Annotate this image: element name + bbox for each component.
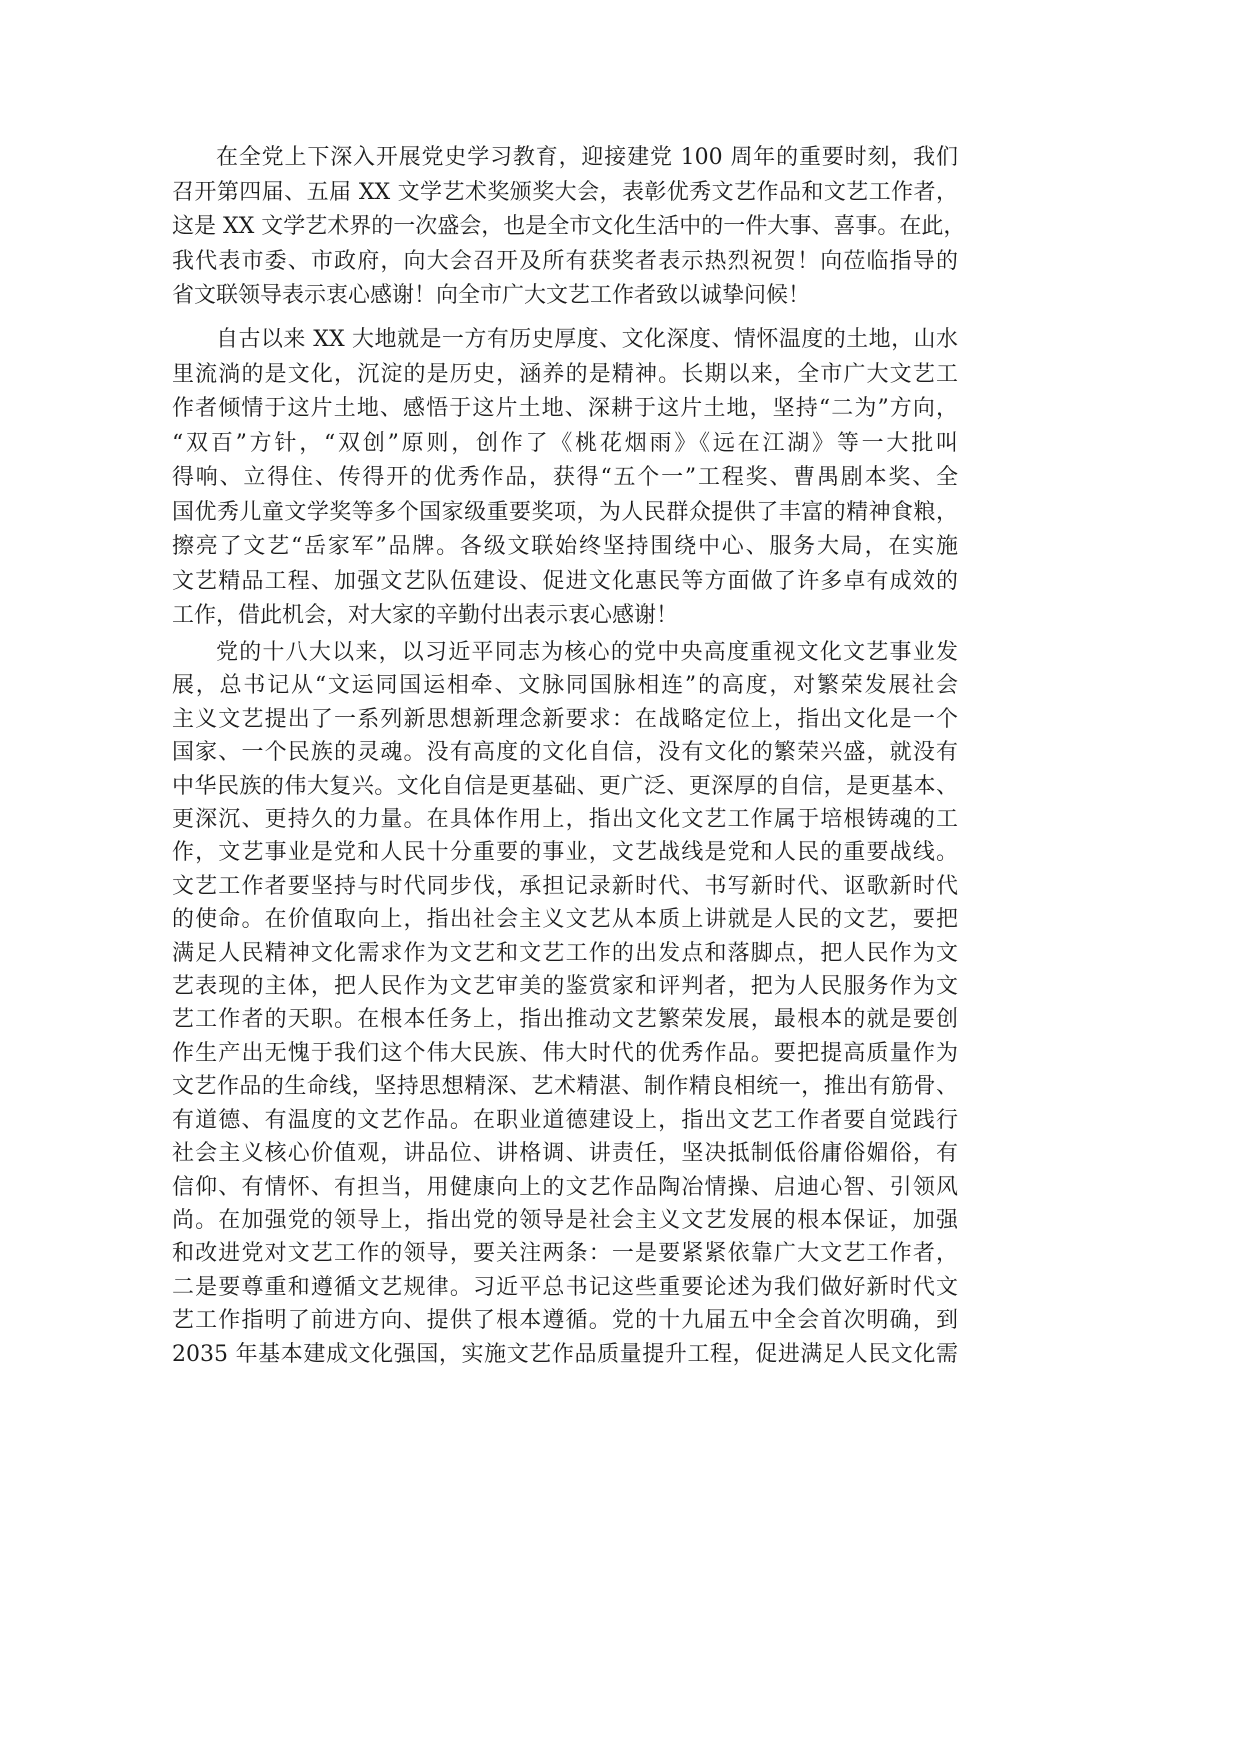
text-line: 作生产出无愧于我们这个伟大民族、伟大时代的优秀作品。要把提高质量作为: [172, 1040, 958, 1066]
text-line: 工作，借此机会，对大家的辛勤付出表示衷心感谢！: [172, 603, 679, 628]
text-line: 更深沉、更持久的力量。在具体作用上，指出文化文艺工作属于培根铸魂的工: [172, 807, 958, 833]
text-line: 文艺作品的生命线，坚持思想精深、艺术精湛、制作精良相统一，推出有筋骨、: [172, 1074, 958, 1100]
text-line: 这是 XX 文学艺术界的一次盛会，也是全市文化生活中的一件大事、喜事。在此，: [172, 214, 966, 239]
text-line: 国家、一个民族的灵魂。没有高度的文化自信，没有文化的繁荣兴盛，就没有: [172, 740, 958, 766]
text-line: 我代表市委、市政府，向大会召开及所有获奖者表示热烈祝贺！向莅临指导的: [172, 248, 958, 274]
text-line: 和改进党对文艺工作的领导，要关注两条：一是要紧紧依靠广大文艺工作者，: [172, 1241, 958, 1267]
text-line: 省文联领导表示衷心感谢！向全市广大文艺工作者致以诚挚问候！: [172, 283, 811, 308]
text-line: 擦亮了文艺“岳家军”品牌。各级文联始终坚持围绕中心、服务大局，在实施: [172, 534, 958, 559]
paragraph-3: [172, 636, 958, 1371]
text-line: 主义文艺提出了一系列新思想新理念新要求：在战略定位上，指出文化是一个: [172, 706, 958, 732]
text-line: 的使命。在价值取向上，指出社会主义文艺从本质上讲就是人民的文艺，要把: [172, 907, 958, 933]
paragraph-2: [172, 323, 958, 634]
text-line: 党的十八大以来，以习近平同志为核心的党中央高度重视文化文艺事业发: [216, 640, 958, 665]
text-line: 作，文艺事业是党和人民十分重要的事业，文艺战线是党和人民的重要战线。: [172, 840, 958, 866]
text-line: 有道德、有温度的文艺作品。在职业道德建设上，指出文艺工作者要自觉践行: [172, 1107, 958, 1133]
paragraph-1: [172, 141, 966, 314]
text-line: 得响、立得住、传得开的优秀作品，获得“五个一”工程奖、曹禺剧本奖、全: [172, 465, 958, 490]
text-line: 自古以来 XX 大地就是一方有历史厚度、文化深度、情怀温度的土地，山水: [216, 327, 958, 352]
text-line: 作者倾情于这片土地、感悟于这片土地、深耕于这片土地，坚持“二为”方向，: [172, 396, 958, 421]
text-line: 艺表现的主体，把人民作为文艺审美的鉴赏家和评判者，把为人民服务作为文: [172, 974, 958, 1000]
text-line: 文艺工作者要坚持与时代同步伐，承担记录新时代、书写新时代、讴歌新时代: [172, 873, 958, 899]
text-line: 满足人民精神文化需求作为文艺和文艺工作的出发点和落脚点，把人民作为文: [172, 940, 958, 966]
text-line: 尚。在加强党的领导上，指出党的领导是社会主义文艺发展的根本保证，加强: [172, 1207, 958, 1233]
text-line: 二是要尊重和遵循文艺规律。习近平总书记这些重要论述为我们做好新时代文: [172, 1274, 958, 1300]
text-line: 里流淌的是文化，沉淀的是历史，涵养的是精神。长期以来，全市广大文艺工: [172, 361, 958, 387]
text-line: 社会主义核心价值观，讲品位、讲格调、讲责任，坚决抵制低俗庸俗媚俗，有: [172, 1141, 958, 1167]
text-line: 召开第四届、五届 XX 文学艺术奖颁奖大会，表彰优秀文艺作品和文艺工作者，: [172, 179, 958, 205]
text-line: 信仰、有情怀、有担当，用健康向上的文艺作品陶冶情操、启迪心智、引领风: [172, 1174, 958, 1200]
text-line: 在全党上下深入开展党史学习教育，迎接建党 100 周年的重要时刻，我们: [216, 145, 958, 170]
text-line: 艺工作者的天职。在根本任务上，指出推动文艺繁荣发展，最根本的就是要创: [172, 1007, 958, 1033]
text-line: 2035 年基本建成文化强国，实施文艺作品质量提升工程，促进满足人民文化需: [172, 1341, 958, 1367]
text-line: 中华民族的伟大复兴。文化自信是更基础、更广泛、更深厚的自信，是更基本、: [172, 773, 958, 799]
text-line: 展，总书记从“文运同国运相牵、文脉同国脉相连”的高度，对繁荣发展社会: [172, 673, 958, 699]
text-line: 艺工作指明了前进方向、提供了根本遵循。党的十九届五中全会首次明确，到: [172, 1308, 958, 1334]
text-line: 国优秀儿童文学奖等多个国家级重要奖项，为人民群众提供了丰富的精神食粮，: [172, 499, 958, 525]
text-line: “双百”方针，“双创”原则，创作了《桃花烟雨》《远在江湖》等一大批叫: [172, 430, 958, 456]
text-line: 文艺精品工程、加强文艺队伍建设、促进文化惠民等方面做了许多卓有成效的: [172, 568, 958, 594]
